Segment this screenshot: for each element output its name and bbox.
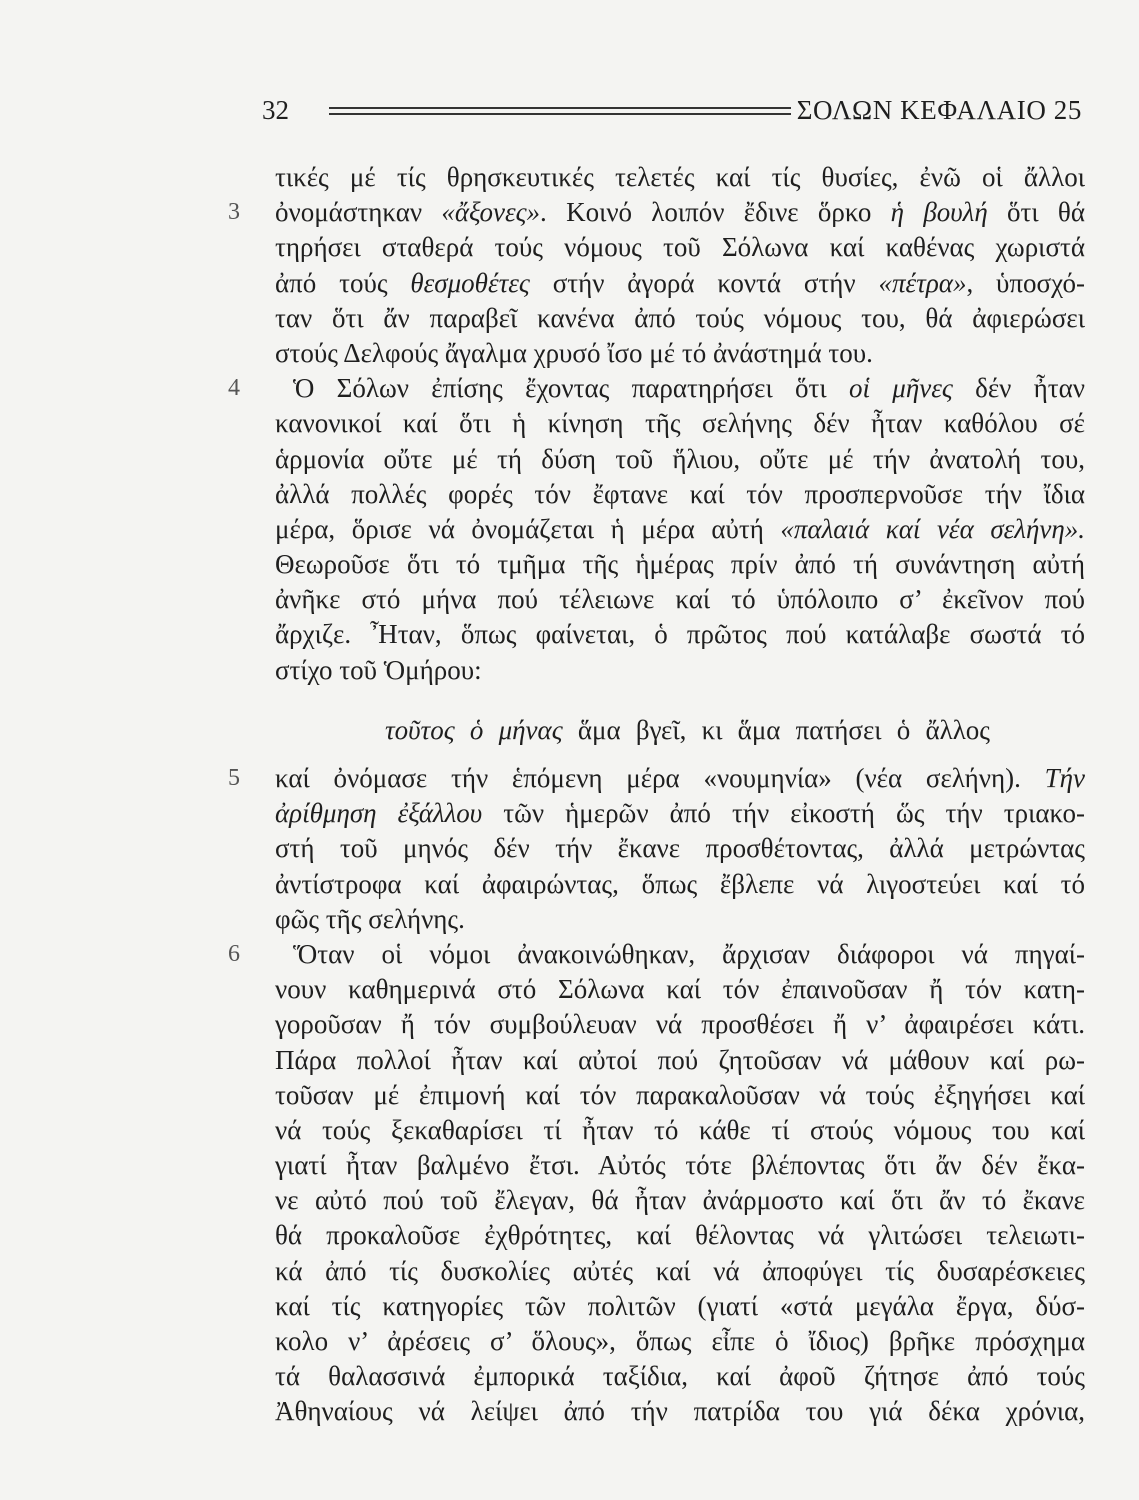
line-text: ἄρχιζε. Ἦταν, ὅπως φαίνεται, ὁ πρῶτος πού κατάλαβε σωστά τό [275,619,1085,650]
line-text: τοῦσαν μέ ἐπιμονή καί τόν παρακαλοῦσαν νά τούς ἐξηγήσει καί [275,1079,1085,1110]
text-line [275,1359,1085,1394]
text-line [275,406,1085,441]
text-line [275,831,1085,866]
line-text: καί ὀνόμασε τήν ἑπόμενη μέρα «νουμηνία» (νέα σελήνη). [275,763,1045,793]
line-text: . Κοινό λοιπόν ἔδινε ὅρκο [540,197,891,228]
line-text: καί τίς κατηγορίες τῶν πολιτῶν (γιατί «στά μεγάλα ἔργα, δύσ- [275,1290,1085,1321]
text-line [275,1324,1085,1359]
text-line [275,512,1085,547]
verse-quote [385,713,990,748]
header-double-rule [329,107,791,115]
text-line [275,582,1085,617]
line-text: ἀλλά πολλές φορές τόν ἔφτανε καί τόν προσπερνοῦσε τήν ἴδια [275,478,1085,509]
text-line [275,1254,1085,1289]
line-text: νε αὐτό πού τοῦ ἔλεγαν, θά ἦταν ἀνάρμοστο καί ὅτι ἄν τό ἔκανε [275,1185,1085,1216]
section-number: 5 [228,765,240,791]
body-text [228,761,1085,1430]
line-text: στήν ἀγορά κοντά στήν [529,267,879,298]
page-number: 32 [262,95,289,125]
line-text: ὀνομάστηκαν [275,197,442,228]
text-line [275,1148,1085,1183]
body-text [228,160,1086,688]
italic-text: «πέτρα» [878,267,967,298]
line-text: στή τοῦ μηνός δέν τήν ἔκανε προσθέτοντας, ἀλλά μετρώντας [275,833,1085,864]
section-number: 6 [228,940,240,967]
line-text: ἅμα βγεῖ, κι ἅμα πατήσει ὁ ἄλλος [562,715,991,745]
text-line [275,1007,1085,1042]
text-line [275,160,1085,195]
line-text: ἀνῆκε στό μήνα πού τέλειωνε καί τό ὑπόλοιπο σ’ ἐκεῖνον πού [275,584,1085,615]
running-title: ΣΟΛΩΝ ΚΕΦΑΛΑΙΟ 25 [796,95,1082,125]
text-line [275,1289,1085,1324]
line-text: νουν καθημερινά στό Σόλωνα καί τόν ἐπαινοῦσαν ἤ τόν κατη- [275,974,1085,1005]
line-text: γιατί ἦταν βαλμένο ἔτσι. Αὐτός τότε βλέποντας ὅτι ἄν δέν ἔκα- [275,1150,1085,1181]
text-line [275,230,1085,265]
line-text: τηρήσει σταθερά τούς νόμους τοῦ Σόλωνα καί καθένας χωριστά [275,232,1085,263]
section-number: 4 [228,375,240,402]
text-line [275,902,1085,937]
line-text: δέν ἦταν [952,373,1086,404]
line-text: , ὑποσχό- [966,267,1085,298]
text-line [228,371,1086,406]
italic-text: «ἄξονες» [441,197,541,228]
line-text: Πάρα πολλοί ἦταν καί αὐτοί πού ζητοῦσαν νά μάθουν καί ρω- [275,1044,1085,1075]
text-line [275,653,1085,688]
text-line [275,336,1085,371]
italic-text: ἡ βουλή [890,197,988,228]
line-text: νά τούς ξεκαθαρίσει τί ἦταν τό κάθε τί στούς νόμους του καί [275,1114,1085,1145]
line-text: κανονικοί καί ὅτι ἡ κίνηση τῆς σελήνης δέν ἦταν καθόλου σέ [275,408,1085,439]
italic-text: Τήν [1044,763,1085,793]
text-line [275,1113,1085,1148]
text-line [275,547,1085,582]
italic-text: τοῦτος ὁ μήνας [385,715,563,745]
line-text: στούς Δελφούς ἄγαλμα χρυσό ἴσο μέ τό ἀνάστημά του. [275,337,873,368]
line-text: Ἀθηναίους νά λείψει ἀπό τήν πατρίδα του γιά δέκα χρόνια, [275,1396,1085,1427]
text-line [275,266,1085,301]
text-line [275,1218,1085,1253]
text-line [275,1183,1085,1218]
text-line [275,301,1085,336]
line-text: τικές μέ τίς θρησκευτικές τελετές καί τίς θυσίες, ἐνῶ οἱ ἄλλοι [275,162,1085,192]
text-line [275,442,1085,477]
text-line [275,1043,1085,1078]
line-text: κολο ν’ ἀρέσεις σ’ ὅλους», ὅπως εἶπε ὁ ἴδιος) βρῆκε πρόσχημα [275,1326,1085,1356]
italic-text: οἱ μῆνες [848,373,953,404]
text-line [275,1394,1085,1429]
line-text: μέρα, ὅρισε νά ὀνομάζεται ἡ μέρα αὐτή [275,513,781,544]
line-text: θά προκαλοῦσε ἐχθρότητες, καί θέλοντας νά γλιτώσει τελειωτι- [275,1220,1085,1251]
line-text: Θεωροῦσε ὅτι τό τμῆμα τῆς ἡμέρας πρίν ἀπό τή συνάντηση αὐτή [275,549,1085,580]
line-text: τῶν ἡμερῶν ἀπό τήν εἰκοστή ὥς τήν τριακο- [482,798,1085,829]
text-line [275,1078,1085,1113]
text-line [228,761,1085,796]
running-header [262,93,1082,127]
line-text: τά θαλασσινά ἐμπορικά ταξίδια, καί ἀφοῦ ζήτησε ἀπό τούς [275,1361,1085,1392]
text-line [228,195,1085,230]
line-text: ταν ὅτι ἄν παραβεῖ κανένα ἀπό τούς νόμους του, θά ἀφιερώσει [275,302,1085,333]
text-line [275,796,1085,831]
text-line [275,617,1085,652]
italic-text: ἀρίθμηση ἐξάλλου [275,798,483,829]
section-number: 3 [228,199,240,226]
line-text: Ὅταν οἱ νόμοι ἀνακοινώθηκαν, ἄρχισαν διάφοροι νά πηγαί- [293,938,1085,969]
line-text: Ὁ Σόλων ἐπίσης ἔχοντας παρατηρήσει ὅτι [293,373,849,404]
line-text: ἀπό τούς [275,267,411,298]
italic-text: θεσμοθέτες [410,267,530,298]
text-line [275,867,1085,902]
italic-text: «παλαιά καί νέα σελήνη». [780,513,1085,544]
line-text: φῶς τῆς σελήνης. [275,903,465,934]
line-text: στίχο τοῦ Ὁμήρου: [275,654,482,685]
line-text: ἀντίστροφα καί ἀφαιρώντας, ὅπως ἔβλεπε νά λιγοστεύει καί τό [275,868,1085,899]
text-line [228,937,1085,972]
text-line [275,972,1085,1007]
line-text: γοροῦσαν ἤ τόν συμβούλευαν νά προσθέσει ἤ ν’ ἀφαιρέσει κάτι. [275,1009,1085,1040]
line-text: ὅτι θά [987,197,1085,228]
line-text: κά ἀπό τίς δυσκολίες αὐτές καί νά ἀποφύγει τίς δυσαρέσκειες [275,1255,1085,1286]
line-text: ἁρμονία οὔτε μέ τή δύση τοῦ ἥλιου, οὔτε μέ τήν ἀνατολή του, [275,443,1085,474]
text-line [275,477,1085,512]
